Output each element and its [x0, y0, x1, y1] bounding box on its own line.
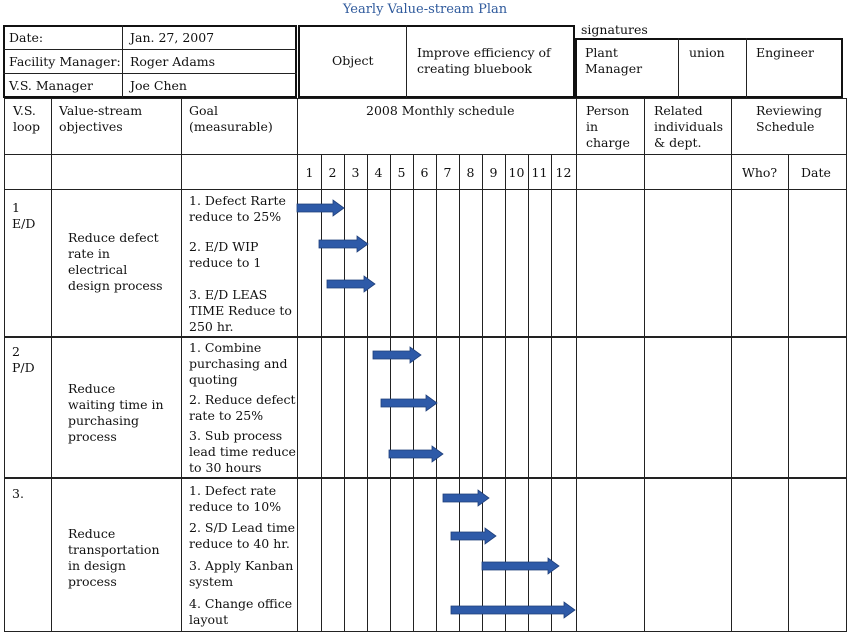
objective-line: rate in: [68, 246, 110, 261]
objective-line: Reduce defect: [68, 230, 159, 245]
goal-line: purchasing and: [189, 356, 288, 371]
objective-line: Reduce: [68, 381, 116, 396]
vs-loop-header-line1: V.S.: [13, 103, 36, 118]
plant-manager-line1: Plant: [585, 45, 618, 60]
objectives-header-line1: Value-stream: [59, 103, 143, 118]
objectives-header-line2: objectives: [59, 119, 123, 134]
goal-line: 2. S/D Lead time: [189, 520, 296, 535]
object-label: Object: [332, 53, 374, 68]
vs-loop-header-line2: loop: [13, 119, 41, 134]
related-header-line1: Related: [654, 103, 703, 118]
goal-line: 4. Change office: [189, 596, 293, 611]
document-title: Yearly Value-stream Plan: [342, 2, 508, 17]
month-number: 12: [555, 165, 572, 180]
goal-line: 3. Sub process: [189, 428, 283, 443]
month-number: 8: [466, 165, 475, 180]
loop-code: E/D: [12, 216, 36, 231]
person-header-line1: Person: [586, 103, 630, 118]
person-header-line3: charge: [586, 135, 630, 150]
schedule-arrow: [389, 446, 443, 462]
goal-line: 3. E/D LEAS: [189, 287, 268, 302]
objective-line: process: [68, 574, 117, 589]
month-number: 2: [328, 165, 337, 180]
schedule-arrow: [297, 200, 344, 216]
loop-id: 1: [12, 200, 20, 215]
schedule-arrow: [443, 490, 489, 506]
goal-header-line2: (measurable): [189, 119, 273, 134]
objective-line: process: [68, 429, 117, 444]
goal-line: reduce to 40 hr.: [189, 536, 290, 551]
union-label: union: [689, 45, 725, 60]
goal-line: quoting: [189, 372, 238, 387]
schedule-header: 2008 Monthly schedule: [366, 103, 515, 118]
objective-line: in design: [68, 558, 126, 573]
engineer-label: Engineer: [756, 45, 814, 60]
goal-line: 2. E/D WIP: [189, 239, 259, 254]
objective-line: transportation: [68, 542, 160, 557]
goal-header-line1: Goal: [189, 103, 218, 118]
schedule-arrow: [319, 236, 368, 252]
reviewing-header-line1: Reviewing: [756, 103, 823, 118]
schedule-arrow: [451, 602, 575, 618]
signatures-label: signatures: [581, 22, 648, 37]
date-header: Date: [801, 165, 831, 180]
facility-manager-label: Facility Manager:: [9, 54, 121, 69]
schedule-arrow: [381, 395, 437, 411]
goal-line: reduce to 1: [189, 255, 262, 270]
vs-manager-value: Joe Chen: [130, 78, 187, 93]
person-header-line2: in: [586, 119, 599, 134]
goal-line: 2. Reduce defect: [189, 392, 296, 407]
goal-line: to 30 hours: [189, 460, 262, 475]
month-number: 7: [443, 165, 452, 180]
object-text-line2: creating bluebook: [417, 61, 532, 76]
objective-line: design process: [68, 278, 163, 293]
goal-line: layout: [189, 612, 229, 627]
loop-id: 3.: [12, 486, 24, 501]
object-text-line1: Improve efficiency of: [417, 45, 551, 60]
loop-id: 2: [12, 344, 20, 359]
goal-line: rate to 25%: [189, 408, 264, 423]
schedule-arrow: [451, 528, 496, 544]
goal-line: 250 hr.: [189, 319, 234, 334]
who-header: Who?: [742, 165, 778, 180]
month-number: 11: [531, 165, 548, 180]
goal-line: system: [189, 574, 234, 589]
goal-line: lead time reduce: [189, 444, 296, 459]
goal-line: TIME Reduce to: [189, 303, 292, 318]
month-number: 10: [508, 165, 525, 180]
reviewing-header-line2: Schedule: [756, 119, 815, 134]
goal-line: reduce to 25%: [189, 209, 282, 224]
objective-line: Reduce: [68, 526, 116, 541]
date-label: Date:: [9, 30, 44, 45]
goal-line: 1. Combine: [189, 340, 262, 355]
goal-line: 3. Apply Kanban: [189, 558, 294, 573]
loop-code: P/D: [12, 360, 35, 375]
date-value: Jan. 27, 2007: [130, 30, 215, 45]
month-number: 3: [351, 165, 360, 180]
month-number: 1: [305, 165, 314, 180]
goal-line: 1. Defect rate: [189, 483, 277, 498]
related-header-line2: individuals: [654, 119, 724, 134]
plant-manager-line2: Manager: [585, 61, 643, 76]
month-number: 9: [489, 165, 498, 180]
month-number: 4: [374, 165, 383, 180]
objective-line: waiting time in: [68, 397, 164, 412]
goal-line: reduce to 10%: [189, 499, 282, 514]
goal-line: 1. Defect Rarte: [189, 193, 286, 208]
related-header-line3: & dept.: [654, 135, 702, 150]
vs-manager-label: V.S. Manager: [9, 78, 94, 93]
schedule-arrow: [373, 347, 421, 363]
facility-manager-value: Roger Adams: [130, 54, 216, 69]
schedule-arrow: [482, 558, 559, 574]
month-number: 6: [420, 165, 429, 180]
objective-line: purchasing: [68, 413, 139, 428]
arrow-group: [297, 200, 575, 618]
month-number: 5: [397, 165, 406, 180]
schedule-arrow: [327, 276, 375, 292]
objective-line: electrical: [68, 262, 128, 277]
